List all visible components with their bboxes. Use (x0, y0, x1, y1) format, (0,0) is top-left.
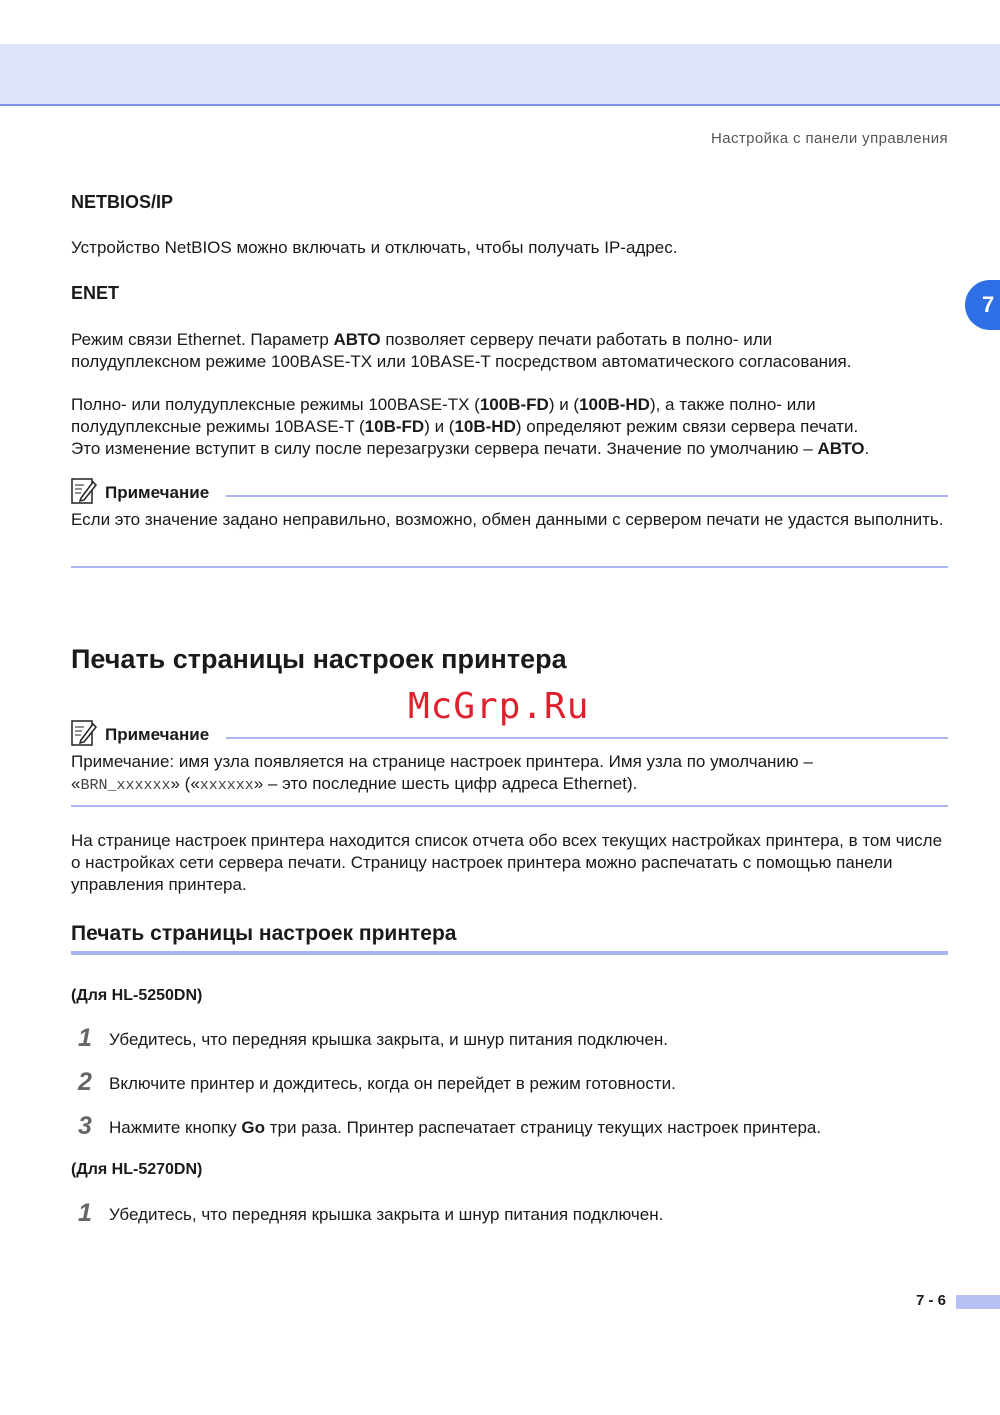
step-text: Включите принтер и дождитесь, когда он перейдет в режим готовности. (109, 1074, 676, 1093)
step-number: 3 (78, 1112, 92, 1140)
subsection-title: Печать страницы настроек принтера (71, 922, 457, 945)
note-header (71, 720, 948, 748)
note-pencil-icon (71, 478, 97, 504)
note-text: Если это значение задано неправильно, возможно, обмен данными с сервером печати не удастся выполнить. (71, 510, 944, 529)
header-band (0, 44, 1000, 106)
model-heading: (Для HL-5270DN) (71, 1161, 203, 1178)
note-label: Примечание (105, 483, 219, 503)
step-item (78, 1068, 948, 1102)
note-end-rule (71, 805, 948, 807)
running-header: Настройка с панели управления (711, 130, 948, 147)
page-number-bar (956, 1295, 1000, 1309)
step-item (78, 1199, 948, 1233)
subsection-rule (71, 951, 948, 955)
note-text: Примечание: имя узла появляется на странице настроек принтера. Имя узла по умолчанию – «BRN_xxxxxx» («xxxxxx» – это последние шесть цифр адреса Ethernet). (71, 752, 813, 794)
step-number: 1 (78, 1199, 92, 1227)
netbios-text: Устройство NetBIOS можно включать и отключать, чтобы получать IP-адрес. (71, 238, 678, 257)
note-label: Примечание (105, 725, 219, 745)
note-divider (226, 737, 948, 739)
enet-heading: ENET (71, 283, 120, 303)
section-title: Печать страницы настроек принтера (71, 644, 567, 674)
note-divider (226, 495, 948, 497)
chapter-tab: 7 (965, 280, 1000, 330)
note-end-rule (71, 566, 948, 568)
model-heading: (Для HL-5250DN) (71, 987, 203, 1004)
page-number: 7 - 6 (916, 1292, 947, 1309)
intro-paragraph: На странице настроек принтера находится список отчета обо всех текущих настройках принтера, в том числе о настройках сети сервера печати. Страницу настроек принтера можно распечатать с помощью панели управления принтера. (71, 831, 943, 894)
step-item (78, 1112, 948, 1146)
step-text: Нажмите кнопку Go три раза. Принтер распечатает страницу текущих настроек принтера. (109, 1118, 822, 1137)
netbios-heading: NETBIOS/IP (71, 192, 174, 212)
watermark: McGrp.Ru (408, 686, 590, 727)
step-number: 1 (78, 1024, 92, 1052)
note-pencil-icon (71, 720, 97, 746)
step-text: Убедитесь, что передняя крышка закрыта и шнур питания подключен. (109, 1205, 664, 1224)
enet-paragraph-2: Полно- или полудуплексные режимы 100BASE-TX (100B-FD) и (100B-HD), а также полно- или полудуплексные режимы 10BASE-T (10B-FD) и (10B-HD) определяют режим связи сервера печати. Это изменение вступит в силу после перезагрузки сервера печати. Значение по умолчанию – АВТО. (71, 395, 870, 458)
enet-paragraph-1: Режим связи Ethernet. Параметр АВТО позволяет серверу печати работать в полно- или полудуплексном режиме 100BASE-TX или 10BASE-T посредством автоматического согласования. (71, 330, 852, 371)
step-text: Убедитесь, что передняя крышка закрыта, и шнур питания подключен. (109, 1030, 669, 1049)
step-item (78, 1024, 948, 1058)
note-header (71, 478, 948, 506)
step-number: 2 (78, 1068, 92, 1096)
